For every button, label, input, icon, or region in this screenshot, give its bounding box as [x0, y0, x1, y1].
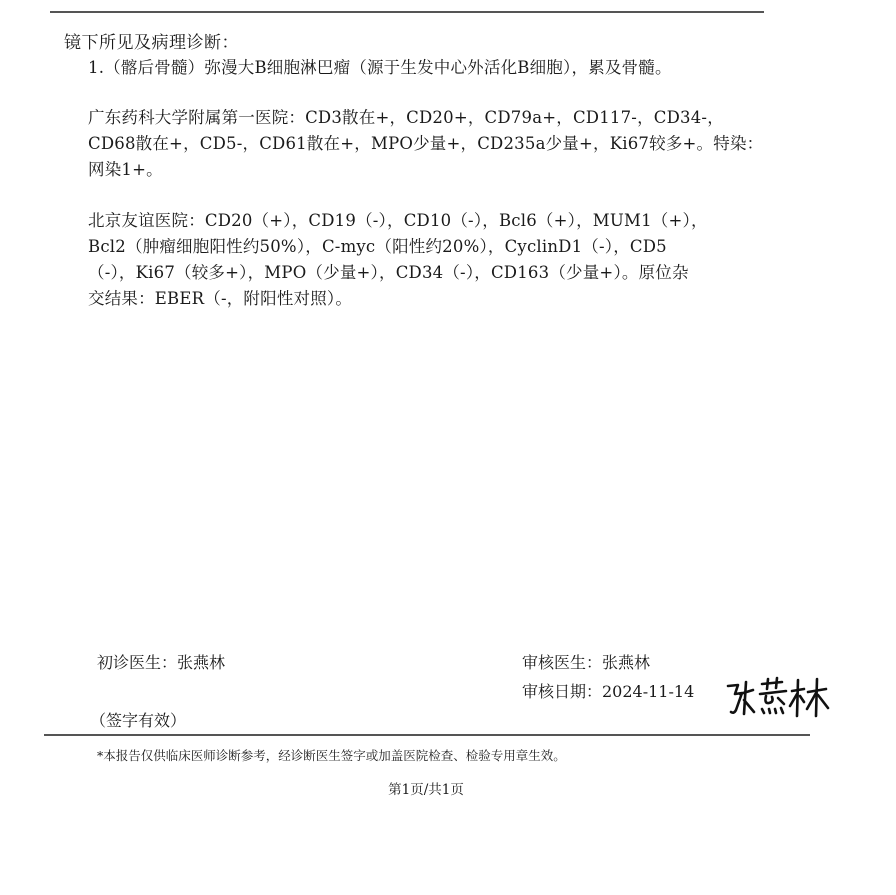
hospital1-line: 网染1+。 [88, 160, 163, 179]
hospital2-line: 北京友谊医院：CD20（+），CD19（-），CD10（-），Bcl6（+），MUM1（+）， [88, 211, 708, 230]
diagnosis-paragraph [88, 55, 778, 81]
hospital1-line: 广东药科大学附属第一医院：CD3散在+，CD20+，CD79a+，CD117-，CD34-， [88, 108, 724, 127]
hospital1-line: CD68散在+，CD5-，CD61散在+，MPO少量+，CD235a少量+，Ki67较多+。特染： [88, 134, 764, 153]
hospital2-line: Bcl2（肿瘤细胞阳性约50%），C-myc（阳性约20%），CyclinD1（-），CD5 [88, 237, 667, 256]
hospital2-immunohistochemistry [88, 208, 778, 312]
signature-image [722, 676, 832, 720]
report-disclaimer: *本报告仅供临床医师诊断参考，经诊断医生签字或加盖医院检查、检验专用章生效。 [97, 748, 566, 763]
hospital2-line: （-），Ki67（较多+），MPO（少量+），CD34（-），CD163（少量+）。原位杂 [88, 263, 689, 282]
signature-valid-note: （签字有效） [90, 711, 187, 730]
handwritten-signature [722, 676, 832, 720]
review-date-label: 审核日期：2024-11-14 [522, 682, 695, 701]
top-divider [50, 11, 764, 13]
hospital1-immunohistochemistry [88, 105, 778, 183]
section-title: 镜下所见及病理诊断： [64, 33, 239, 53]
initial-doctor-label: 初诊医生：张燕林 [97, 653, 226, 672]
bottom-divider [44, 734, 810, 736]
page-number: 第1页/共1页 [388, 782, 464, 798]
diagnosis-line: 1.（髂后骨髓）弥漫大B细胞淋巴瘤（源于生发中心外活化B细胞），累及骨髓。 [88, 58, 672, 77]
hospital2-line: 交结果：EBER（-，附阳性对照）。 [88, 289, 353, 308]
review-doctor-label: 审核医生：张燕林 [522, 653, 651, 672]
